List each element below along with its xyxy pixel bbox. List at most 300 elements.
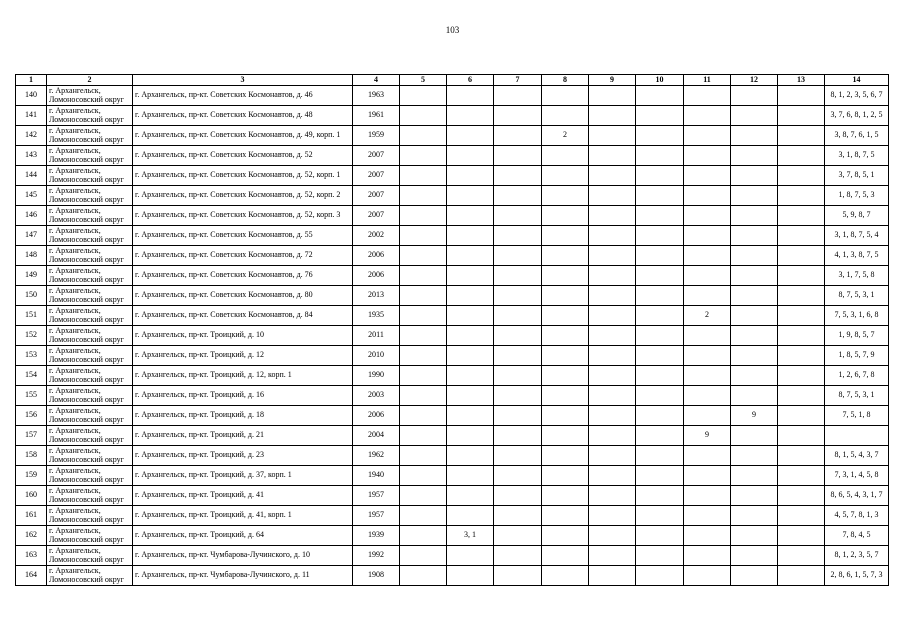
row-number: 146 — [16, 206, 47, 226]
col5-cell — [400, 426, 447, 446]
col6-cell: 3, 1 — [447, 526, 494, 546]
district-cell: г. Архангельск, Ломоносовский округ — [47, 386, 133, 406]
col8-cell — [542, 326, 589, 346]
col7-cell — [494, 486, 542, 506]
col7-cell — [494, 146, 542, 166]
address-cell: г. Архангельск, пр-кт. Советских Космонавтов, д. 46 — [133, 86, 353, 106]
year-cell: 1961 — [353, 106, 400, 126]
col8-cell — [542, 526, 589, 546]
table-row — [16, 266, 889, 286]
col5-cell — [400, 526, 447, 546]
col5-cell — [400, 246, 447, 266]
table-row — [16, 306, 889, 326]
year-cell: 1908 — [353, 566, 400, 586]
col10-cell — [636, 306, 684, 326]
col10-cell — [636, 126, 684, 146]
col10-cell — [636, 506, 684, 526]
col5-cell — [400, 346, 447, 366]
col12-cell — [731, 86, 778, 106]
col6-cell — [447, 546, 494, 566]
district-cell: г. Архангельск, Ломоносовский округ — [47, 126, 133, 146]
col13-cell — [778, 366, 825, 386]
col5-cell — [400, 206, 447, 226]
col10-cell — [636, 446, 684, 466]
col14-cell: 8, 6, 5, 4, 3, 1, 7 — [825, 486, 889, 506]
col7-cell — [494, 266, 542, 286]
col6-cell — [447, 106, 494, 126]
col14-cell: 4, 1, 3, 8, 7, 5 — [825, 246, 889, 266]
col14-cell: 1, 8, 5, 7, 9 — [825, 346, 889, 366]
address-cell: г. Архангельск, пр-кт. Советских Космонавтов, д. 52, корп. 3 — [133, 206, 353, 226]
col6-cell — [447, 566, 494, 586]
col11-cell — [684, 226, 731, 246]
col8-cell — [542, 186, 589, 206]
col8-cell — [542, 166, 589, 186]
table-row — [16, 466, 889, 486]
col6-cell — [447, 366, 494, 386]
col10-cell — [636, 406, 684, 426]
address-cell: г. Архангельск, пр-кт. Советских Космонавтов, д. 72 — [133, 246, 353, 266]
col9-cell — [589, 206, 636, 226]
col5-cell — [400, 126, 447, 146]
col9-cell — [589, 406, 636, 426]
col10-cell — [636, 246, 684, 266]
table-row — [16, 386, 889, 406]
col9-cell — [589, 326, 636, 346]
col6-cell — [447, 426, 494, 446]
col8-cell: 2 — [542, 126, 589, 146]
col13-cell — [778, 266, 825, 286]
col7-cell — [494, 386, 542, 406]
col14-cell: 7, 5, 1, 8 — [825, 406, 889, 426]
col14-cell: 1, 2, 6, 7, 8 — [825, 366, 889, 386]
row-number: 151 — [16, 306, 47, 326]
col10-cell — [636, 186, 684, 206]
address-cell: г. Архангельск, пр-кт. Советских Космонавтов, д. 49, корп. 1 — [133, 126, 353, 146]
address-cell: г. Архангельск, пр-кт. Советских Космонавтов, д. 52, корп. 1 — [133, 166, 353, 186]
col14-cell: 3, 7, 8, 5, 1 — [825, 166, 889, 186]
row-number: 155 — [16, 386, 47, 406]
col8-cell — [542, 346, 589, 366]
col8-cell — [542, 306, 589, 326]
row-number: 161 — [16, 506, 47, 526]
col13-cell — [778, 306, 825, 326]
col13-cell — [778, 386, 825, 406]
col7-cell — [494, 186, 542, 206]
row-number: 140 — [16, 86, 47, 106]
col12-cell — [731, 346, 778, 366]
col11-cell — [684, 286, 731, 306]
year-cell: 1939 — [353, 526, 400, 546]
col12-cell — [731, 166, 778, 186]
col9-cell — [589, 186, 636, 206]
district-cell: г. Архангельск, Ломоносовский округ — [47, 466, 133, 486]
address-cell: г. Архангельск, пр-кт. Советских Космонавтов, д. 55 — [133, 226, 353, 246]
district-cell: г. Архангельск, Ломоносовский округ — [47, 566, 133, 586]
table-row — [16, 226, 889, 246]
year-cell: 2006 — [353, 266, 400, 286]
col13-cell — [778, 446, 825, 466]
col6-cell — [447, 406, 494, 426]
col11-cell — [684, 126, 731, 146]
col8-cell — [542, 446, 589, 466]
col11-cell — [684, 106, 731, 126]
table-row — [16, 326, 889, 346]
col5-cell — [400, 106, 447, 126]
row-number: 163 — [16, 546, 47, 566]
year-cell: 1957 — [353, 506, 400, 526]
row-number: 147 — [16, 226, 47, 246]
col13-cell — [778, 526, 825, 546]
table-row — [16, 426, 889, 446]
header-row — [16, 75, 889, 86]
col5-cell — [400, 306, 447, 326]
col9-cell — [589, 346, 636, 366]
table-row — [16, 146, 889, 166]
col10-cell — [636, 266, 684, 286]
address-cell: г. Архангельск, пр-кт. Советских Космонавтов, д. 48 — [133, 106, 353, 126]
row-number: 148 — [16, 246, 47, 266]
col7-cell — [494, 166, 542, 186]
col13-cell — [778, 506, 825, 526]
row-number: 153 — [16, 346, 47, 366]
col12-cell — [731, 146, 778, 166]
col12-cell — [731, 566, 778, 586]
table-row — [16, 206, 889, 226]
col5-cell — [400, 146, 447, 166]
col7-cell — [494, 526, 542, 546]
col11-cell — [684, 246, 731, 266]
address-cell: г. Архангельск, пр-кт. Троицкий, д. 41 — [133, 486, 353, 506]
col11-cell — [684, 446, 731, 466]
col14-cell: 1, 9, 8, 5, 7 — [825, 326, 889, 346]
table-row — [16, 506, 889, 526]
col7-cell — [494, 246, 542, 266]
district-cell: г. Архангельск, Ломоносовский округ — [47, 346, 133, 366]
col12-cell — [731, 486, 778, 506]
row-number: 142 — [16, 126, 47, 146]
col5-cell — [400, 486, 447, 506]
table-row — [16, 566, 889, 586]
district-cell: г. Архангельск, Ломоносовский округ — [47, 166, 133, 186]
col8-cell — [542, 106, 589, 126]
col13-cell — [778, 106, 825, 126]
buildings-table — [15, 74, 889, 586]
col11-cell — [684, 466, 731, 486]
col10-cell — [636, 346, 684, 366]
col9-cell — [589, 366, 636, 386]
year-cell: 2004 — [353, 426, 400, 446]
col8-cell — [542, 86, 589, 106]
header-col-6: 6 — [447, 75, 494, 86]
col12-cell — [731, 526, 778, 546]
col10-cell — [636, 366, 684, 386]
col5-cell — [400, 326, 447, 346]
address-cell: г. Архангельск, пр-кт. Советских Космонавтов, д. 84 — [133, 306, 353, 326]
col7-cell — [494, 326, 542, 346]
header-col-13: 13 — [778, 75, 825, 86]
col11-cell: 9 — [684, 426, 731, 446]
col7-cell — [494, 86, 542, 106]
district-cell: г. Архангельск, Ломоносовский округ — [47, 406, 133, 426]
district-cell: г. Архангельск, Ломоносовский округ — [47, 486, 133, 506]
col11-cell — [684, 206, 731, 226]
col14-cell: 2, 8, 6, 1, 5, 7, 3 — [825, 566, 889, 586]
col13-cell — [778, 426, 825, 446]
header-col-12: 12 — [731, 75, 778, 86]
col6-cell — [447, 86, 494, 106]
col11-cell — [684, 386, 731, 406]
col11-cell — [684, 266, 731, 286]
row-number: 154 — [16, 366, 47, 386]
col5-cell — [400, 366, 447, 386]
col11-cell — [684, 146, 731, 166]
year-cell: 2011 — [353, 326, 400, 346]
district-cell: г. Архангельск, Ломоносовский округ — [47, 286, 133, 306]
col7-cell — [494, 126, 542, 146]
col14-cell: 3, 7, 6, 8, 1, 2, 5 — [825, 106, 889, 126]
col10-cell — [636, 106, 684, 126]
col10-cell — [636, 166, 684, 186]
col12-cell — [731, 206, 778, 226]
col14-cell: 7, 5, 3, 1, 6, 8 — [825, 306, 889, 326]
col13-cell — [778, 286, 825, 306]
col7-cell — [494, 346, 542, 366]
district-cell: г. Архангельск, Ломоносовский округ — [47, 426, 133, 446]
row-number: 160 — [16, 486, 47, 506]
col6-cell — [447, 446, 494, 466]
col9-cell — [589, 426, 636, 446]
col12-cell — [731, 446, 778, 466]
col12-cell: 9 — [731, 406, 778, 426]
district-cell: г. Архангельск, Ломоносовский округ — [47, 86, 133, 106]
col14-cell: 1, 8, 7, 5, 3 — [825, 186, 889, 206]
col5-cell — [400, 266, 447, 286]
district-cell: г. Архангельск, Ломоносовский округ — [47, 146, 133, 166]
district-cell: г. Архангельск, Ломоносовский округ — [47, 446, 133, 466]
col6-cell — [447, 326, 494, 346]
col9-cell — [589, 506, 636, 526]
col5-cell — [400, 386, 447, 406]
col13-cell — [778, 346, 825, 366]
col14-cell: 7, 8, 4, 5 — [825, 526, 889, 546]
header-col-11: 11 — [684, 75, 731, 86]
col5-cell — [400, 406, 447, 426]
col12-cell — [731, 306, 778, 326]
col8-cell — [542, 546, 589, 566]
address-cell: г. Архангельск, пр-кт. Троицкий, д. 18 — [133, 406, 353, 426]
col12-cell — [731, 266, 778, 286]
col12-cell — [731, 386, 778, 406]
table-row — [16, 546, 889, 566]
col12-cell — [731, 546, 778, 566]
col10-cell — [636, 546, 684, 566]
col12-cell — [731, 126, 778, 146]
year-cell: 2006 — [353, 246, 400, 266]
address-cell: г. Архангельск, пр-кт. Советских Космонавтов, д. 80 — [133, 286, 353, 306]
col6-cell — [447, 246, 494, 266]
address-cell: г. Архангельск, пр-кт. Троицкий, д. 10 — [133, 326, 353, 346]
header-col-8: 8 — [542, 75, 589, 86]
row-number: 141 — [16, 106, 47, 126]
col11-cell — [684, 166, 731, 186]
district-cell: г. Архангельск, Ломоносовский округ — [47, 106, 133, 126]
col13-cell — [778, 406, 825, 426]
table-row — [16, 486, 889, 506]
address-cell: г. Архангельск, пр-кт. Советских Космонавтов, д. 52 — [133, 146, 353, 166]
header-col-3: 3 — [133, 75, 353, 86]
col9-cell — [589, 546, 636, 566]
col6-cell — [447, 206, 494, 226]
address-cell: г. Архангельск, пр-кт. Троицкий, д. 37, корп. 1 — [133, 466, 353, 486]
col8-cell — [542, 486, 589, 506]
col11-cell — [684, 366, 731, 386]
col12-cell — [731, 326, 778, 346]
col8-cell — [542, 466, 589, 486]
header-col-1: 1 — [16, 75, 47, 86]
address-cell: г. Архангельск, пр-кт. Чумбарова-Лучинского, д. 10 — [133, 546, 353, 566]
col12-cell — [731, 426, 778, 446]
table-row — [16, 86, 889, 106]
col8-cell — [542, 146, 589, 166]
table-row — [16, 366, 889, 386]
col11-cell — [684, 566, 731, 586]
col14-cell: 4, 5, 7, 8, 1, 3 — [825, 506, 889, 526]
col7-cell — [494, 566, 542, 586]
year-cell: 2007 — [353, 186, 400, 206]
col11-cell — [684, 526, 731, 546]
col13-cell — [778, 126, 825, 146]
row-number: 152 — [16, 326, 47, 346]
district-cell: г. Архангельск, Ломоносовский округ — [47, 246, 133, 266]
col11-cell — [684, 546, 731, 566]
col8-cell — [542, 286, 589, 306]
row-number: 164 — [16, 566, 47, 586]
year-cell: 2003 — [353, 386, 400, 406]
header-col-5: 5 — [400, 75, 447, 86]
col12-cell — [731, 186, 778, 206]
col8-cell — [542, 386, 589, 406]
col8-cell — [542, 206, 589, 226]
col14-cell: 5, 9, 8, 7 — [825, 206, 889, 226]
table-row — [16, 526, 889, 546]
col12-cell — [731, 506, 778, 526]
col5-cell — [400, 186, 447, 206]
year-cell: 2002 — [353, 226, 400, 246]
col6-cell — [447, 346, 494, 366]
address-cell: г. Архангельск, пр-кт. Троицкий, д. 41, корп. 1 — [133, 506, 353, 526]
year-cell: 2013 — [353, 286, 400, 306]
address-cell: г. Архангельск, пр-кт. Троицкий, д. 12, корп. 1 — [133, 366, 353, 386]
col7-cell — [494, 206, 542, 226]
col10-cell — [636, 326, 684, 346]
col8-cell — [542, 406, 589, 426]
row-number: 145 — [16, 186, 47, 206]
col6-cell — [447, 486, 494, 506]
col10-cell — [636, 566, 684, 586]
col12-cell — [731, 366, 778, 386]
district-cell: г. Архангельск, Ломоносовский округ — [47, 506, 133, 526]
col10-cell — [636, 466, 684, 486]
col5-cell — [400, 546, 447, 566]
table-row — [16, 446, 889, 466]
col12-cell — [731, 466, 778, 486]
col13-cell — [778, 546, 825, 566]
table-row — [16, 406, 889, 426]
col11-cell — [684, 346, 731, 366]
district-cell: г. Архангельск, Ломоносовский округ — [47, 546, 133, 566]
col7-cell — [494, 306, 542, 326]
col8-cell — [542, 426, 589, 446]
col11-cell: 2 — [684, 306, 731, 326]
table-row — [16, 286, 889, 306]
district-cell: г. Архангельск, Ломоносовский округ — [47, 526, 133, 546]
year-cell: 1990 — [353, 366, 400, 386]
col9-cell — [589, 126, 636, 146]
col9-cell — [589, 246, 636, 266]
col5-cell — [400, 566, 447, 586]
col13-cell — [778, 86, 825, 106]
col13-cell — [778, 566, 825, 586]
header-col-4: 4 — [353, 75, 400, 86]
col14-cell: 3, 1, 8, 7, 5, 4 — [825, 226, 889, 246]
col6-cell — [447, 186, 494, 206]
col5-cell — [400, 506, 447, 526]
header-col-7: 7 — [494, 75, 542, 86]
col14-cell: 3, 1, 7, 5, 8 — [825, 266, 889, 286]
col14-cell: 8, 1, 2, 3, 5, 7 — [825, 546, 889, 566]
district-cell: г. Архангельск, Ломоносовский округ — [47, 226, 133, 246]
col5-cell — [400, 166, 447, 186]
row-number: 156 — [16, 406, 47, 426]
address-cell: г. Архангельск, пр-кт. Чумбарова-Лучинского, д. 11 — [133, 566, 353, 586]
col12-cell — [731, 106, 778, 126]
table-row — [16, 126, 889, 146]
row-number: 149 — [16, 266, 47, 286]
col8-cell — [542, 246, 589, 266]
year-cell: 2007 — [353, 206, 400, 226]
col7-cell — [494, 426, 542, 446]
col9-cell — [589, 166, 636, 186]
col7-cell — [494, 366, 542, 386]
col10-cell — [636, 386, 684, 406]
col9-cell — [589, 386, 636, 406]
col6-cell — [447, 306, 494, 326]
col6-cell — [447, 386, 494, 406]
col7-cell — [494, 286, 542, 306]
col5-cell — [400, 446, 447, 466]
col6-cell — [447, 466, 494, 486]
col11-cell — [684, 326, 731, 346]
col10-cell — [636, 426, 684, 446]
address-cell: г. Архангельск, пр-кт. Троицкий, д. 16 — [133, 386, 353, 406]
table-row — [16, 106, 889, 126]
table-row — [16, 166, 889, 186]
header-col-14: 14 — [825, 75, 889, 86]
col9-cell — [589, 566, 636, 586]
year-cell: 1957 — [353, 486, 400, 506]
col7-cell — [494, 226, 542, 246]
col7-cell — [494, 466, 542, 486]
col13-cell — [778, 246, 825, 266]
col10-cell — [636, 286, 684, 306]
col14-cell — [825, 426, 889, 446]
col6-cell — [447, 266, 494, 286]
col7-cell — [494, 106, 542, 126]
col14-cell: 8, 7, 5, 3, 1 — [825, 286, 889, 306]
row-number: 150 — [16, 286, 47, 306]
header-col-10: 10 — [636, 75, 684, 86]
